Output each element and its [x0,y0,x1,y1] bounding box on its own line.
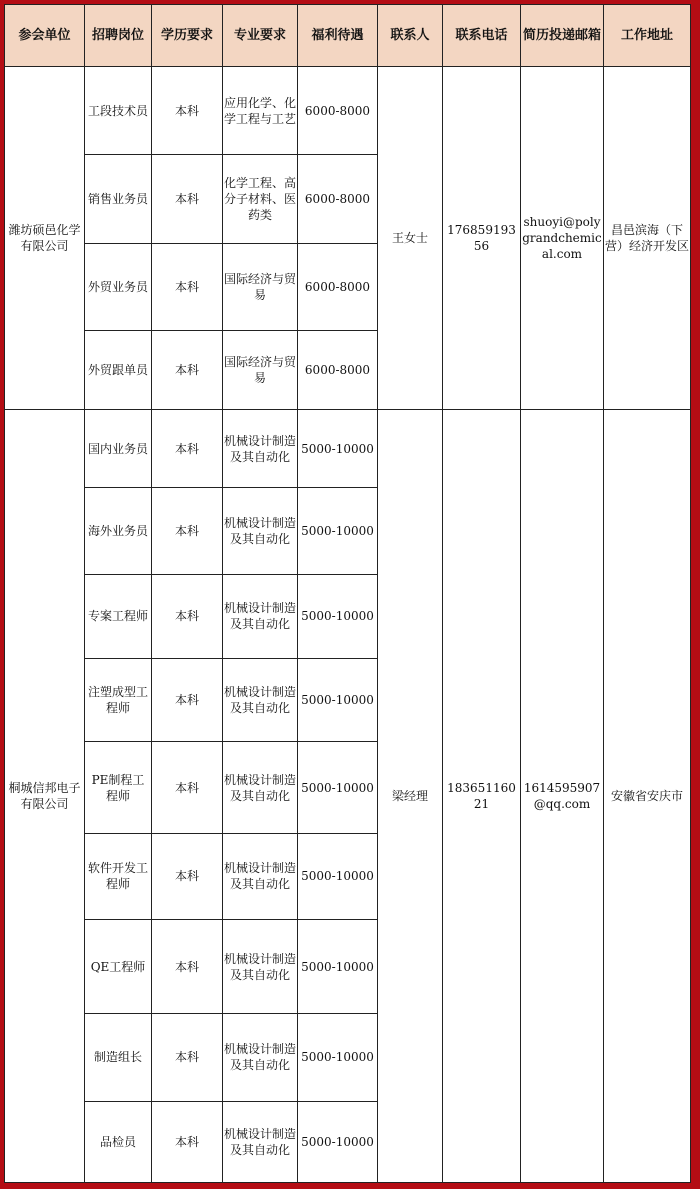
header-position: 招聘岗位 [85,5,152,67]
company-name: 潍坊硕邑化学有限公司 [5,67,85,410]
major: 国际经济与贸易 [223,330,298,409]
contact-phone: 17685919356 [443,67,521,410]
position-title: 外贸业务员 [85,243,152,330]
major: 机械设计制造及其自动化 [223,574,298,658]
major: 机械设计制造及其自动化 [223,488,298,574]
education: 本科 [152,330,223,409]
header-row [5,5,691,67]
contact-phone: 18365116021 [443,410,521,1183]
position-title: 工段技术员 [85,67,152,155]
salary: 5000-10000 [298,574,378,658]
education: 本科 [152,155,223,243]
major: 机械设计制造及其自动化 [223,410,298,488]
contact-person: 王女士 [378,67,443,410]
table-row [5,67,691,155]
major: 应用化学、化学工程与工艺 [223,67,298,155]
education: 本科 [152,919,223,1013]
salary: 6000-8000 [298,155,378,243]
work-address: 昌邑滨海（下营）经济开发区 [604,67,691,410]
position-title: 品检员 [85,1101,152,1182]
salary: 6000-8000 [298,243,378,330]
header-education: 学历要求 [152,5,223,67]
position-title: 海外业务员 [85,488,152,574]
major: 机械设计制造及其自动化 [223,1101,298,1182]
position-title: PE制程工程师 [85,742,152,833]
header-address: 工作地址 [604,5,691,67]
salary: 6000-8000 [298,330,378,409]
salary: 5000-10000 [298,833,378,919]
major: 机械设计制造及其自动化 [223,833,298,919]
education: 本科 [152,833,223,919]
salary: 5000-10000 [298,410,378,488]
education: 本科 [152,659,223,742]
salary: 5000-10000 [298,742,378,833]
major: 机械设计制造及其自动化 [223,919,298,1013]
work-address: 安徽省安庆市 [604,410,691,1183]
job-listing-table [4,4,691,1183]
major: 机械设计制造及其自动化 [223,1014,298,1101]
education: 本科 [152,1014,223,1101]
major: 机械设计制造及其自动化 [223,742,298,833]
position-title: 国内业务员 [85,410,152,488]
salary: 5000-10000 [298,919,378,1013]
education: 本科 [152,742,223,833]
contact-person: 梁经理 [378,410,443,1183]
major: 机械设计制造及其自动化 [223,659,298,742]
position-title: 销售业务员 [85,155,152,243]
header-company: 参会单位 [5,5,85,67]
position-title: 外贸跟单员 [85,330,152,409]
major: 国际经济与贸易 [223,243,298,330]
position-title: QE工程师 [85,919,152,1013]
header-salary: 福利待遇 [298,5,378,67]
education: 本科 [152,1101,223,1182]
header-major: 专业要求 [223,5,298,67]
salary: 5000-10000 [298,488,378,574]
company-name: 桐城信邦电子有限公司 [5,410,85,1183]
education: 本科 [152,67,223,155]
salary: 5000-10000 [298,659,378,742]
position-title: 专案工程师 [85,574,152,658]
education: 本科 [152,243,223,330]
header-email: 简历投递邮箱 [521,5,604,67]
education: 本科 [152,410,223,488]
salary: 5000-10000 [298,1014,378,1101]
salary: 5000-10000 [298,1101,378,1182]
position-title: 注塑成型工程师 [85,659,152,742]
education: 本科 [152,574,223,658]
header-contact: 联系人 [378,5,443,67]
job-table-frame [4,4,690,1183]
header-phone: 联系电话 [443,5,521,67]
salary: 6000-8000 [298,67,378,155]
position-title: 软件开发工程师 [85,833,152,919]
table-row [5,410,691,488]
contact-email[interactable]: shuoyi@polygrandchemical.com [521,67,604,410]
position-title: 制造组长 [85,1014,152,1101]
contact-email[interactable]: 1614595907@qq.com [521,410,604,1183]
education: 本科 [152,488,223,574]
major: 化学工程、高分子材料、医药类 [223,155,298,243]
